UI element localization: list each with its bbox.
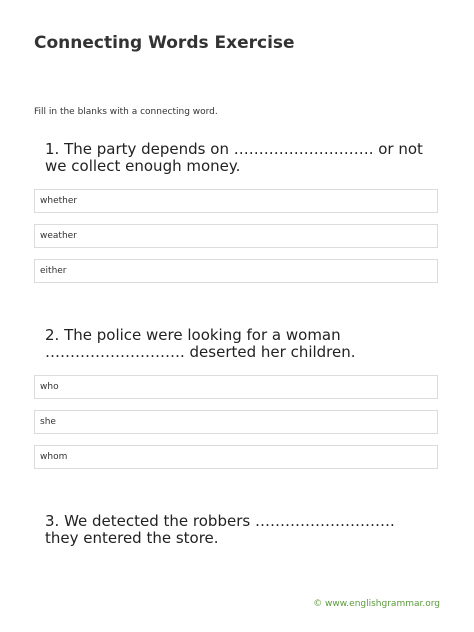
question-1-line-2: we collect enough money. [45, 157, 241, 175]
question-2-line-1: 2. The police were looking for a woman [45, 326, 341, 344]
question-2 [45, 327, 445, 361]
question-2-line-2: ………………………. deserted her children. [45, 343, 356, 361]
question-1-option-3[interactable]: either [34, 259, 438, 283]
question-1-option-2[interactable]: weather [34, 224, 438, 248]
question-1-line-1: 1. The party depends on ………………………. or not [45, 140, 423, 158]
page-title: Connecting Words Exercise [34, 33, 295, 53]
question-2-option-3[interactable]: whom [34, 445, 438, 469]
question-1 [45, 141, 445, 175]
question-2-option-2[interactable]: she [34, 410, 438, 434]
question-3 [45, 513, 445, 547]
question-1-option-1[interactable]: whether [34, 189, 438, 213]
question-3-line-2: they entered the store. [45, 529, 219, 547]
copyright-footer-link[interactable]: © www.englishgrammar.org [313, 599, 440, 609]
question-3-line-1: 3. We detected the robbers ………………………. [45, 512, 395, 530]
question-2-option-1[interactable]: who [34, 375, 438, 399]
instructions-text: Fill in the blanks with a connecting word. [34, 107, 218, 117]
